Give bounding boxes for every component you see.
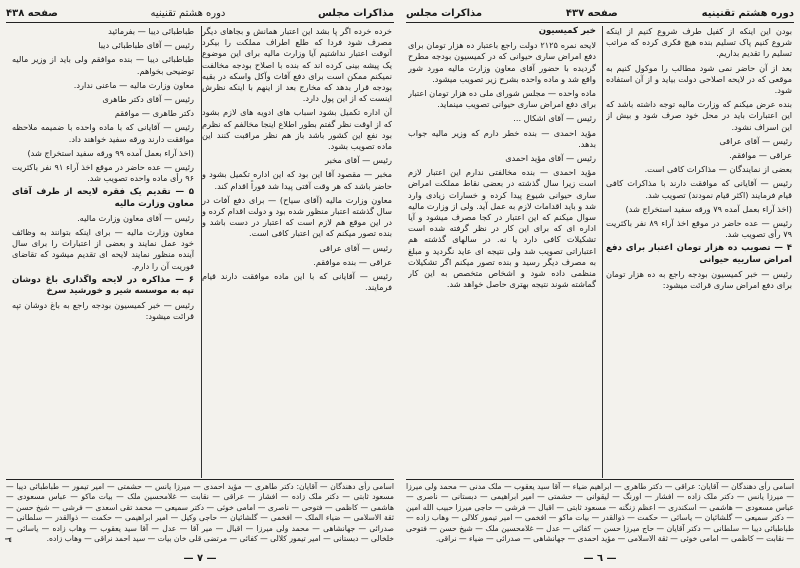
paragraph: معاون وزارت مالیه — برای اینکه بتوانند به وظائف خود عمل نمایند و بعضی از اعتبارات را برای سال آینده منظور نمایند لایحه ای تقدیم میشود که تقاضای فوریت آن را دارم. [12, 227, 194, 271]
paragraph: رئیس — آقای دکتر طاهری [102, 94, 194, 105]
left-voter-names: اسامی رأی دهندگان — آقایان: دکتر طاهری — مؤید احمدی — میرزا یانس — حشمتی — امیر تیمور — طباطبائی دیبا — مسعود ثابتی — دکتر ملک زاده — افشار — عراقی — نقابت — غلامحسین ملک — بیات ماکو — عباس مسعودی — هاشمی — کاظمی — فتوحی — ناصری — امامی خوئی — دکتر سمیعی — محمد تقی اسعدی — فرشی — شیخ حسن — ثقة الاسلامی — ضیاء الملک — افخمی — گلشائیان — حاجی وکیل — امیر ابراهیمی — حکمت — ذوالقدر — سلطانی — صدرائی — جهانشاهی — محمد ولی میرزا — اقبال — میر آقا — عدل — آقا سید یعقوب — وهاب زاده — یاسائی — خلخالی — دبستانی — امیر تیمور کلالی — کفائی — مرتضی قلی خان بیات — سید احمد نراقی — وهاب زاده. [6, 479, 394, 546]
paragraph: عراقی — موافقم. [729, 150, 792, 161]
paragraph: عراقی — بنده موافقم. [313, 256, 392, 267]
paragraph: رئیس — عده حاضر در موقع اخذ آراء ۹۱ نفر باکثریت ۹۶ رأی ماده واحده تصویب شد. [12, 162, 194, 184]
right-journal-title: مذاکرات مجلس [406, 7, 483, 19]
paragraph: آن اداره تکمیل بشود اسباب های ادویه های لازم بشود که از اوقت نظر گفتم بطور اطلاع اینجا مخالفم که نظرم بود نفع این کشور باشد باز هم نظر مراقبت کنند این ماده تصویب بشود. [202, 107, 392, 152]
paragraph: معاون وزارت مالیه (آقای سیاح) — برای دفع آفات در سال گذشته اعتبار منظور شده بود و دولت اقدام کرده و در این موقع هم لازم است که اعتبار در دست باشد و بنده تصور میکنم که این اعتبار کافی است. [202, 194, 392, 239]
paragraph: رئیس — عده حاضر در موقع اخذ آراء ۸۹ نفر باکثریت ۷۹ رأی تصویب شد. [606, 218, 792, 240]
left-term-label: دوره هشتم تقنینیه [150, 7, 226, 19]
paragraph: مؤید احمدی — بنده مخالفتی ندارم این اعتبار لازم است زیرا سال گذشته در بعضی نقاط مملکت امراض ساری حیوانی شیوع پیدا کرده و خسارات زیادی وارد شد و باید اقدامات لازم به عمل آید. ولی از وزارت مالیه سوال میکنم که این اعتبار در کجا مصرف میشود و آیا اداره ای که برای این کار در نظر گرفته شده است تشکیلات کافی دارد یا نه. در سالهای گذشته هم اعتباراتی تصویب شد ولی نتیجه ای عاید نگردید و مبلغ به مصرف دیگر رسید و بنده تصور میکنم اگر تشکیلات منظمی داده شود و اشخاص متخصص به این کار گماشته شوند نتیجه بهتری حاصل خواهد شد. [408, 167, 596, 290]
paragraph: رئیس — آقای مؤید احمدی [505, 153, 596, 164]
paragraph: معاون وزارت مالیه — ماعنی ندارد. [73, 79, 194, 90]
left-journal-title: مذاکرات مجلس [317, 7, 394, 19]
left-page-number: صفحه ۴۳۸ [6, 7, 58, 19]
paragraph: ۶ — مذاکره در لایحه واگذاری باغ دوشان تپه به موسسه شیر و خورشید سرخ [12, 274, 194, 297]
paragraph: ۴ — تصویب ده هزار تومان اعتبار برای دفع امراض سارییه حیوانی [606, 243, 792, 265]
right-page-number: صفحه ۴۳۷ [565, 7, 618, 19]
paragraph: خرده خرده اگر پا بشد این اعتبار همانش و بجاهای دیگر مصرف شود فردا که طلع اطراف مملکت را بیکرد آنوقت اعتبار نداشتیم آیا وزارت مالیه برای این موضوع یک پیشه بینی کرده اند که بنده با اصلاح بودجه مخالفت نمیکنم ممکن است برای دفع آفات وآکل واسکه در بقیه بودجه قرار بدهد که مخارج بعد از اینهم با اینکه نظرش اینست که از این پول دارد. [202, 26, 392, 104]
paragraph: (اخذ آراء بعمل آمده ۹۹ ورقه سفید استخراج شد) [27, 147, 194, 158]
left-folio: — ٧ — [183, 553, 217, 564]
left-page-column-left [12, 26, 194, 478]
column-divider [201, 26, 202, 478]
paragraph: مؤید احمدی — بنده خطر دارم که وزیر مالیه جواب بدهد. [408, 127, 596, 149]
right-term-label: دوره هشتم تقنینیه [701, 7, 794, 19]
paragraph: رئیس — آقایانی که با ماده واحده با ضمیمه ملاحظه موافقت دارند ورقه سفید خواهند داد. [12, 122, 194, 144]
paragraph: رئیس — آقای عراقی [719, 135, 792, 146]
paragraph: خبر کمیسیون [538, 26, 596, 36]
paragraph: ماده واحده — مجلس شورای ملی ده هزار تومان اعتبار برای دفع امراض ساری حیوانی تصویب مینماید. [408, 88, 596, 110]
paragraph: رئیس — آقای عراقی [319, 242, 392, 253]
paragraph: رئیس — خبر کمیسیون بودجه راجع به باغ دوشان تپه قرائت میشود: [12, 300, 194, 322]
paragraph: رئیس — آقای طباطبائی دیبا [98, 40, 194, 51]
paragraph: (اخذ آراء بعمل آمده ۷۹ ورقه سفید استخراج شد) [625, 203, 792, 214]
right-page-column-left [408, 26, 596, 478]
right-voter-names: اسامی رأی دهندگان — آقایان: عراقی — دکتر طاهری — ابراهیم ضیاء — آقا سید یعقوب — ملک مدنی — محمد ولی میرزا — میرزا یانس — دکتر ملک زاده — افشار — اورنگ — لیقوانی — حشمتی — امیر ابراهیمی — دبستانی — ناصری — عباس مسعودی — هاشمی — اسکندری — اعظم زنگنه — مسعود ثابتی — اقبال — فرشی — حاجی میرزا حبیب الله امین — دکتر سمیعی — گلشائیان — یاسائی — حکمت — ذوالقدر — بیات ماکو — افخمی — امیر تیمور کلالی — وهاب زاده — طباطبائی دیبا — سلطانی — دکتر آقایان — حاج میرزا حسن — کفائی — عدل — غلامحسین ملک — شیخ حسن — فتوحی — نقابت — کاظمی — امامی خوئی — ثقة الاسلامی — مؤید احمدی — جهانشاهی — صدرائی — ضیاء — نراقی. [406, 479, 794, 546]
right-page-header [406, 4, 794, 23]
paragraph: بودن این اینکه از کفیل طرف شروع کنیم از اینکه شروع کنیم پاک تسلیم بنده هیچ فکری کرده که مراتب تسلیم را تقدیم بداریم. [606, 26, 792, 59]
right-page-column-right [606, 26, 792, 478]
paragraph: رئیس — آقای معاون وزارت مالیه. [77, 212, 194, 223]
paragraph: بعد از آن حاضر نمی شود مطالب را موکول کنیم به موقعی که در لایحه اصلاحی دولت بیاید و از آن استفاده شود. [606, 62, 792, 96]
paragraph: رئیس — خبر کمیسیون بودجه راجع به ده هزار تومان برای دفع امراض ساری قرائت میشود: [606, 268, 792, 291]
paragraph: مخبر — مقصود آقا این بود که این اداره تکمیل بشود و حاضر باشد که هر وقت آفتی پیدا شد فوراً اقدام کند. [202, 169, 392, 191]
edge-mark: ٣ [2, 536, 13, 542]
column-divider [602, 26, 603, 478]
paragraph: دکتر طاهری — موافقم [114, 108, 194, 119]
paragraph: لایحه نمره ۲۱۲۵ دولت راجع باعتبار ده هزار تومان برای دفع امراض ساری حیوانی که در کمیسیون بودجه مطرح گردیده با حضور آقای معاون وزارت مالیه مورد شور واقع شد و ماده واحده بشرح زیر تصویب میشود. [408, 40, 596, 84]
paragraph: رئیس — آقایانی که موافقت دارند با مذاکرات کافی قیام فرمایند (اکثر قیام نمودند) تصویب شد. [606, 178, 792, 200]
paragraph: ۵ — تقدیم یک فقره لایحه از طرف آقای معاون وزارت مالیه [12, 187, 194, 209]
paragraph: رئیس — آقای مخبر [325, 155, 392, 166]
paragraph: بعضی از نمایندگان — مذاکرات کافی است. [644, 164, 792, 175]
right-page [400, 0, 800, 568]
left-page-column-right [202, 26, 392, 478]
paragraph: طباطبائی دیبا — بفرمائید [108, 26, 194, 36]
paragraph: رئیس — آقایانی که با این ماده موافقت دارند قیام فرمایند. [202, 271, 392, 293]
paragraph: رئیس — آقای اشکال ... [513, 113, 596, 124]
right-folio: — ٦ — [583, 553, 617, 564]
paragraph: طباطبائی دیبا — بنده موافقم ولی باید از وزیر مالیه توضیحی بخواهم. [12, 54, 194, 76]
left-page-header [6, 4, 394, 23]
paragraph: بنده عرض میکنم که وزارت مالیه توجه داشته باشد که این اعتبارات باید در محل خود صرف شود و بیش از این اسراف نشود. [606, 99, 792, 132]
